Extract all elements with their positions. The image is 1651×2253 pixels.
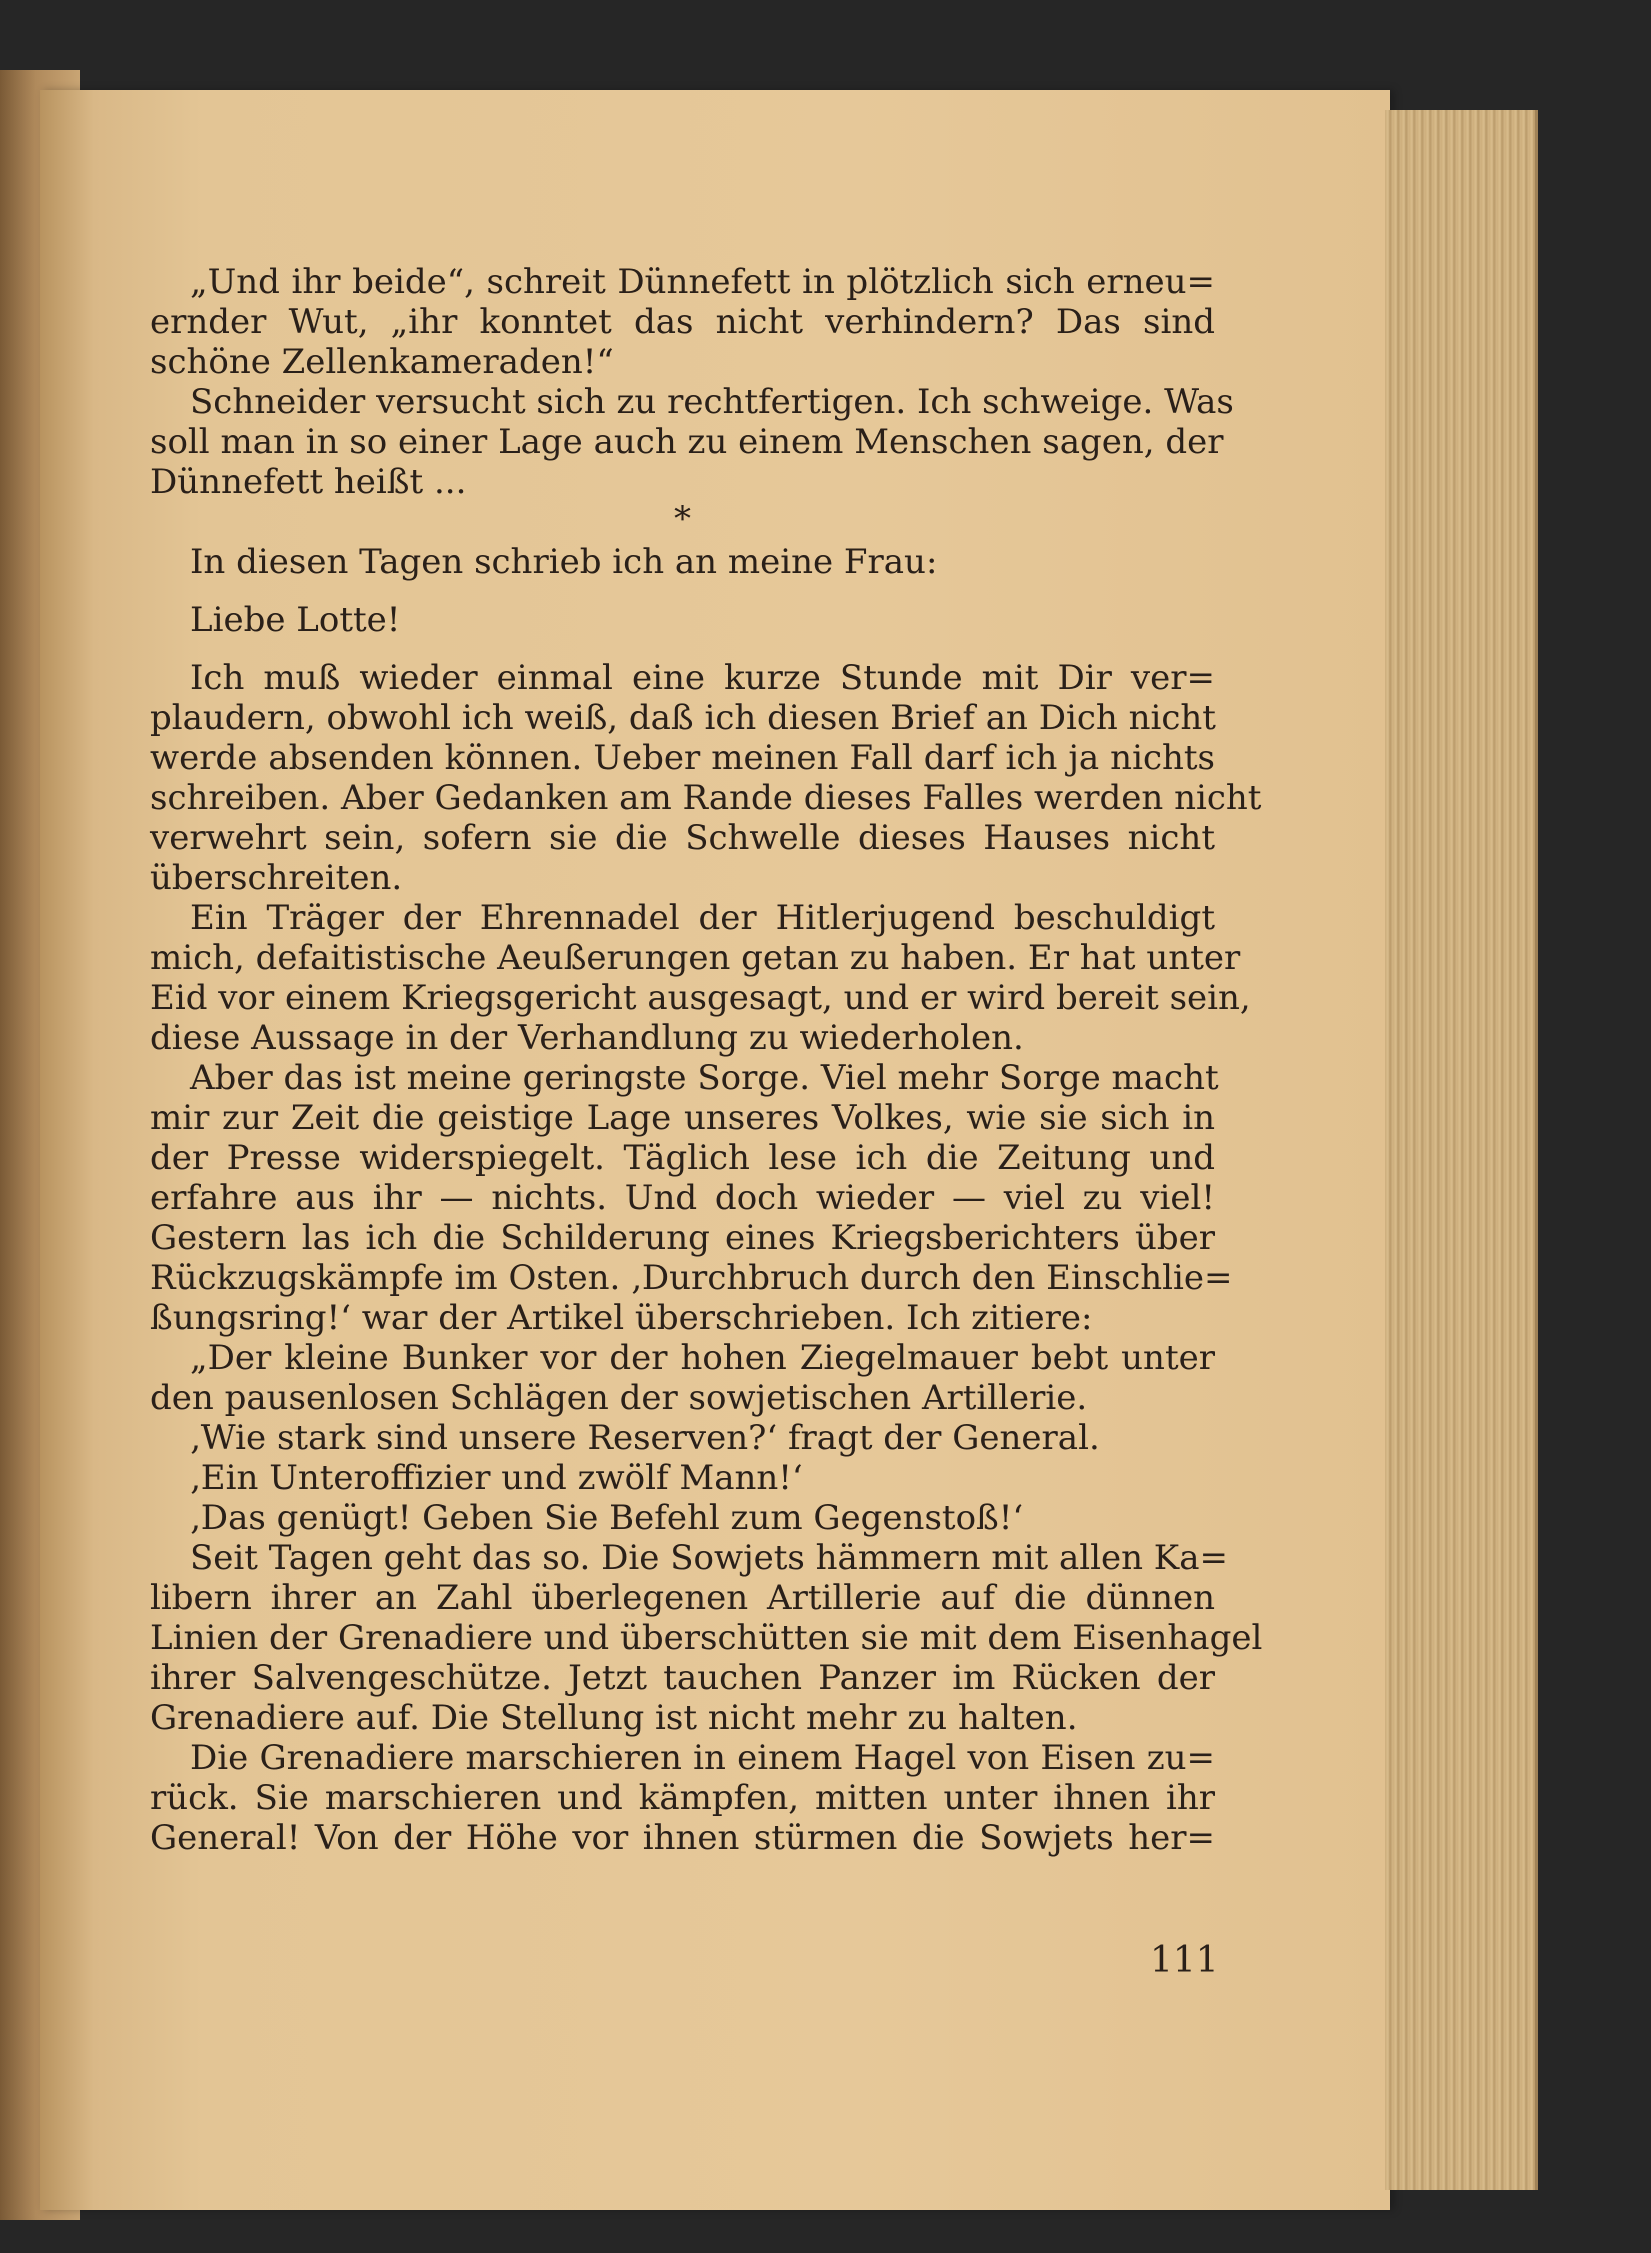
page-edges	[1385, 110, 1538, 2190]
text-line: verwehrt sein, sofern sie die Schwelle dieses Hauses nicht	[150, 818, 1215, 858]
text-line: überschreiten.	[150, 858, 403, 898]
text-line: „Und ihr beide“, schreit Dünnefett in plötzlich sich erneu=	[190, 262, 1215, 302]
text-line: diese Aussage in der Verhandlung zu wiederholen.	[150, 1018, 1024, 1058]
text-line: General! Von der Höhe vor ihnen stürmen die Sowjets her=	[150, 1818, 1215, 1858]
text-line: Eid vor einem Kriegsgericht ausgesagt, und er wird bereit sein,	[150, 978, 1251, 1018]
text-line: Die Grenadiere marschieren in einem Hagel von Eisen zu=	[190, 1738, 1215, 1778]
text-line: den pausenlosen Schlägen der sowjetischen Artillerie.	[150, 1378, 1088, 1418]
text-line: schreiben. Aber Gedanken am Rande dieses Falles werden nicht	[150, 778, 1262, 818]
text-line: mir zur Zeit die geistige Lage unseres Volkes, wie sie sich in	[150, 1098, 1215, 1138]
text-line: soll man in so einer Lage auch zu einem Menschen sagen, der	[150, 422, 1224, 462]
text-line: Linien der Grenadiere und überschütten sie mit dem Eisenhagel	[150, 1618, 1263, 1658]
text-line: ‚Ein Unteroffizier und zwölf Mann!‘	[190, 1458, 803, 1498]
page-text	[150, 262, 1263, 1858]
text-line: mich, defaitistische Aeußerungen getan zu haben. Er hat unter	[150, 938, 1241, 978]
text-line: erfahre aus ihr — nichts. Und doch wieder — viel zu viel!	[150, 1178, 1215, 1218]
text-line: rück. Sie marschieren und kämpfen, mitten unter ihnen ihr	[150, 1778, 1215, 1818]
text-line: schöne Zellenkameraden!“	[150, 342, 614, 382]
text-line: Seit Tagen geht das so. Die Sowjets hämmern mit allen Ka=	[190, 1538, 1228, 1578]
text-line: Ein Träger der Ehrennadel der Hitlerjugend beschuldigt	[190, 898, 1215, 938]
text-line: Ich muß wieder einmal eine kurze Stunde mit Dir ver=	[190, 658, 1215, 698]
text-line: werde absenden können. Ueber meinen Fall darf ich ja nichts	[150, 738, 1215, 778]
text-line: Dünnefett heißt ...	[150, 462, 467, 502]
salutation: Liebe Lotte!	[190, 600, 401, 640]
text-line: Gestern las ich die Schilderung eines Kriegsberichters über	[150, 1218, 1215, 1258]
text-line: plaudern, obwohl ich weiß, daß ich diesen Brief an Dich nicht	[150, 698, 1216, 738]
text-line: ‚Das genügt! Geben Sie Befehl zum Gegenstoß!‘	[190, 1498, 1024, 1538]
text-line: ihrer Salvengeschütze. Jetzt tauchen Panzer im Rücken der	[150, 1658, 1215, 1698]
text-line: der Presse widerspiegelt. Täglich lese ich die Zeitung und	[150, 1138, 1215, 1178]
text-line: ßungsring!‘ war der Artikel überschrieben. Ich zitiere:	[150, 1298, 1093, 1338]
text-line: In diesen Tagen schrieb ich an meine Frau:	[190, 542, 938, 582]
text-line: Aber das ist meine geringste Sorge. Viel mehr Sorge macht	[190, 1058, 1219, 1098]
text-line: libern ihrer an Zahl überlegenen Artillerie auf die dünnen	[150, 1578, 1215, 1618]
text-line: ernder Wut, „ihr konntet das nicht verhindern? Das sind	[150, 302, 1215, 342]
section-divider: *	[674, 499, 691, 539]
text-line: ‚Wie stark sind unsere Reserven?‘ fragt der General.	[190, 1418, 1100, 1458]
text-line: „Der kleine Bunker vor der hohen Ziegelmauer bebt unter	[190, 1338, 1215, 1378]
text-line: Rückzugskämpfe im Osten. ‚Durchbruch durch den Einschlie=	[150, 1258, 1233, 1298]
page-number: 111	[1150, 1940, 1219, 1981]
text-line: Grenadiere auf. Die Stellung ist nicht mehr zu halten.	[150, 1698, 1078, 1738]
text-line: Schneider versucht sich zu rechtfertigen. Ich schweige. Was	[190, 382, 1234, 422]
